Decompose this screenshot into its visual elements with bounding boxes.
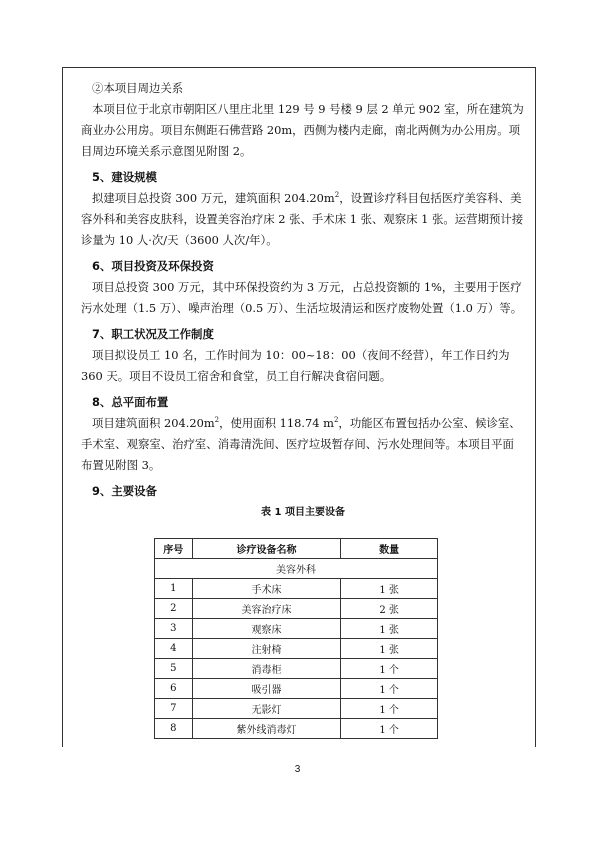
- cell-no: 6: [155, 679, 193, 699]
- section-6-body: 项目总投资 300 万元，其中环保投资约为 3 万元，占总投资额的 1%，主要用于医疗污水处理（1.5 万）、噪声治理（0.5 万）、生活垃圾清运和医疗废物处置（1.0 万）等。: [81, 280, 523, 315]
- header-no: 序号: [155, 539, 193, 559]
- section-2-body: 本项目位于北京市朝阳区八里庄北里 129 号 9 号楼 9 层 2 单元 902 室，所在建筑为商业办公用房。项目东侧距石佛营路 20m，西侧为楼内走廊，南北两侧为办公用房。项目周边环境关系示意图见附图 2。: [81, 102, 524, 158]
- cell-qty: 2 张: [341, 599, 438, 619]
- header-name: 诊疗设备名称: [192, 539, 341, 559]
- section-8-body: [81, 413, 525, 476]
- document-body: [81, 78, 525, 522]
- cell-qty: 1 张: [341, 619, 438, 639]
- section-5-title: 5、建设规模: [92, 170, 157, 184]
- cell-no: 1: [155, 579, 193, 599]
- cell-no: 7: [155, 699, 193, 719]
- cell-name: 手术床: [192, 579, 341, 599]
- equipment-table: [154, 538, 438, 739]
- section-7-title: 7、职工状况及工作制度: [92, 327, 214, 341]
- section-8-body-part-a: 项目建筑面积 204.20m: [92, 416, 215, 430]
- cell-no: 8: [155, 719, 193, 739]
- section-8-title: 8、总平面布置: [92, 395, 169, 409]
- cell-no: 4: [155, 639, 193, 659]
- cell-qty: 1 个: [341, 659, 438, 679]
- table-group-row: [155, 559, 438, 579]
- table-row: [155, 579, 438, 599]
- section-6-title: 6、项目投资及环保投资: [92, 259, 214, 273]
- table-row: [155, 699, 438, 719]
- table-row: [155, 719, 438, 739]
- cell-no: 2: [155, 599, 193, 619]
- cell-qty: 1 张: [341, 579, 438, 599]
- cell-no: 3: [155, 619, 193, 639]
- section-5-body: [81, 188, 525, 251]
- section-2-title: ②本项目周边关系: [92, 81, 184, 95]
- table-row: [155, 679, 438, 699]
- cell-name: 观察床: [192, 619, 341, 639]
- cell-qty: 1 个: [341, 699, 438, 719]
- cell-name: 无影灯: [192, 699, 341, 719]
- table-row: [155, 659, 438, 679]
- page-number: 3: [294, 764, 301, 775]
- cell-no: 5: [155, 659, 193, 679]
- superscript: 2: [333, 416, 339, 425]
- cell-name: 消毒柜: [192, 659, 341, 679]
- table-caption: 表 1 项目主要设备: [261, 507, 345, 518]
- group-label: 美容外科: [155, 559, 438, 579]
- table-header-row: [155, 539, 438, 559]
- section-5-body-part-a: 拟建项目总投资 300 万元，建筑面积 204.20m: [92, 191, 335, 205]
- section-7-body: 项目拟设员工 10 名，工作时间为 10：00~18：00（夜间不经营），年工作日约为 360 天。项目不设员工宿舍和食堂，员工自行解决食宿问题。: [81, 348, 510, 383]
- section-5-body-part-b: ，设置诊疗科目包括医疗美容科、美容外科和美容皮肤科，设置美容治疗床 2 张、手术床 1 张、观察床 1 张。运营期预计接诊量为 10 人·次/天（3600 人次/年）。: [81, 191, 524, 247]
- cell-name: 吸引器: [192, 679, 341, 699]
- section-9-title: 9、主要设备: [92, 484, 157, 498]
- table-row: [155, 639, 438, 659]
- cell-name: 紫外线消毒灯: [192, 719, 341, 739]
- cell-name: 美容治疗床: [192, 599, 341, 619]
- superscript: 2: [334, 191, 340, 200]
- section-8-body-part-c: ，功能区布置包括办公室、候诊室、手术室、观察室、治疗室、消毒清洗间、医疗垃圾暂存间、污水处理间等。本项目平面布置见附图 3。: [81, 416, 521, 472]
- superscript: 2: [214, 416, 220, 425]
- header-qty: 数量: [341, 539, 438, 559]
- table-row: [155, 619, 438, 639]
- cell-qty: 1 张: [341, 639, 438, 659]
- cell-qty: 1 个: [341, 719, 438, 739]
- cell-name: 注射椅: [192, 639, 341, 659]
- table-row: [155, 599, 438, 619]
- cell-qty: 1 个: [341, 679, 438, 699]
- section-8-body-part-b: ，使用面积 118.74 m: [219, 416, 334, 430]
